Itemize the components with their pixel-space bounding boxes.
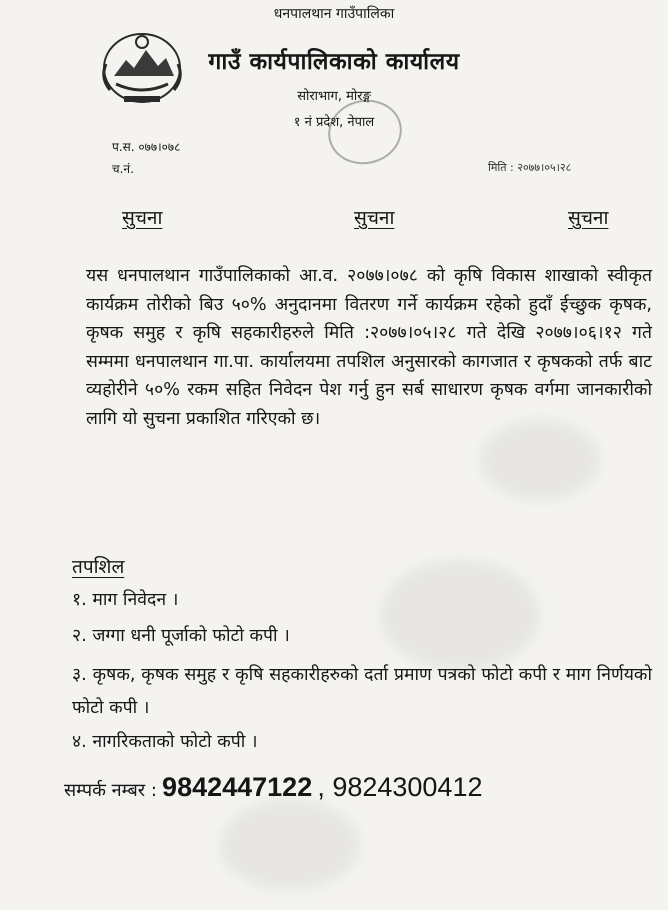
tapashil-item: ३. कृषक, कृषक समुह र कृषि सहकारीहरुको दर्ता प्रमाण पत्रको फोटो कपी र माग निर्णयको फोटो कपी । (72, 665, 652, 718)
office-title: गाउँ कार्यपालिकाको कार्यालय (208, 49, 460, 75)
contact-number-primary: 9842447122 (162, 772, 313, 802)
notice-body-paragraph: यस धनपालथान गाउँपालिकाको आ.व. २०७७।०७८ को कृषि विकास शाखाको स्वीकृत कार्यक्रम तोरीको बिउ ५०% अनुदानमा वितरण गर्ने कार्यक्रम रहेको हुदाँ ईच्छुक कृषक, कृषक समुह र कृषि सहकारीहरुले मिति :२०७७।०५।२८ गते देखि २०७७।०६।१२ गते सम्ममा धनपालथान गा.पा. कार्यालयमा तपशिल अनुसारको कागजात र कृषकको तर्फ बाट व्यहोरीने ५०% रकम सहित निवेदन पेश गर्नु हुन सर्ब साधारण कृषक वर्गमा जानकारीको लागि यो सुचना प्रकाशित गरिएको छ। (86, 266, 652, 429)
paper-stain (220, 800, 360, 890)
contact-label: सम्पर्क नम्बर : (64, 780, 157, 801)
notice-date: मिति : २०७७।०५।२८ (488, 161, 572, 174)
contact-line (64, 772, 482, 803)
notice-heading-right: सुचना (568, 207, 609, 229)
notice-heading-center: सुचना (354, 207, 395, 229)
reference-number: प.स. ०७७।०७८ (112, 140, 181, 154)
office-address: सोराभाग, मोरङ्ग (297, 89, 371, 104)
tapashil-item: ४. नागरिकताको फोटो कपी । (72, 732, 258, 752)
tapashil-item: १. माग निवेदन । (72, 590, 179, 610)
dispatch-number: च.नं. (112, 162, 134, 176)
tapashil-heading: तपशिल (72, 556, 125, 578)
contact-number-secondary: , 9824300412 (317, 772, 483, 802)
office-stamp (322, 93, 408, 171)
paper-stain (380, 560, 540, 670)
tapashil-item: २. जग्गा धनी पूर्जाको फोटो कपी । (72, 626, 290, 646)
notice-heading-left: सुचना (122, 207, 163, 229)
office-country: १ नं प्रदेश, नेपाल (293, 115, 375, 130)
office-name: धनपालथान गाउँपालिका (273, 6, 395, 22)
